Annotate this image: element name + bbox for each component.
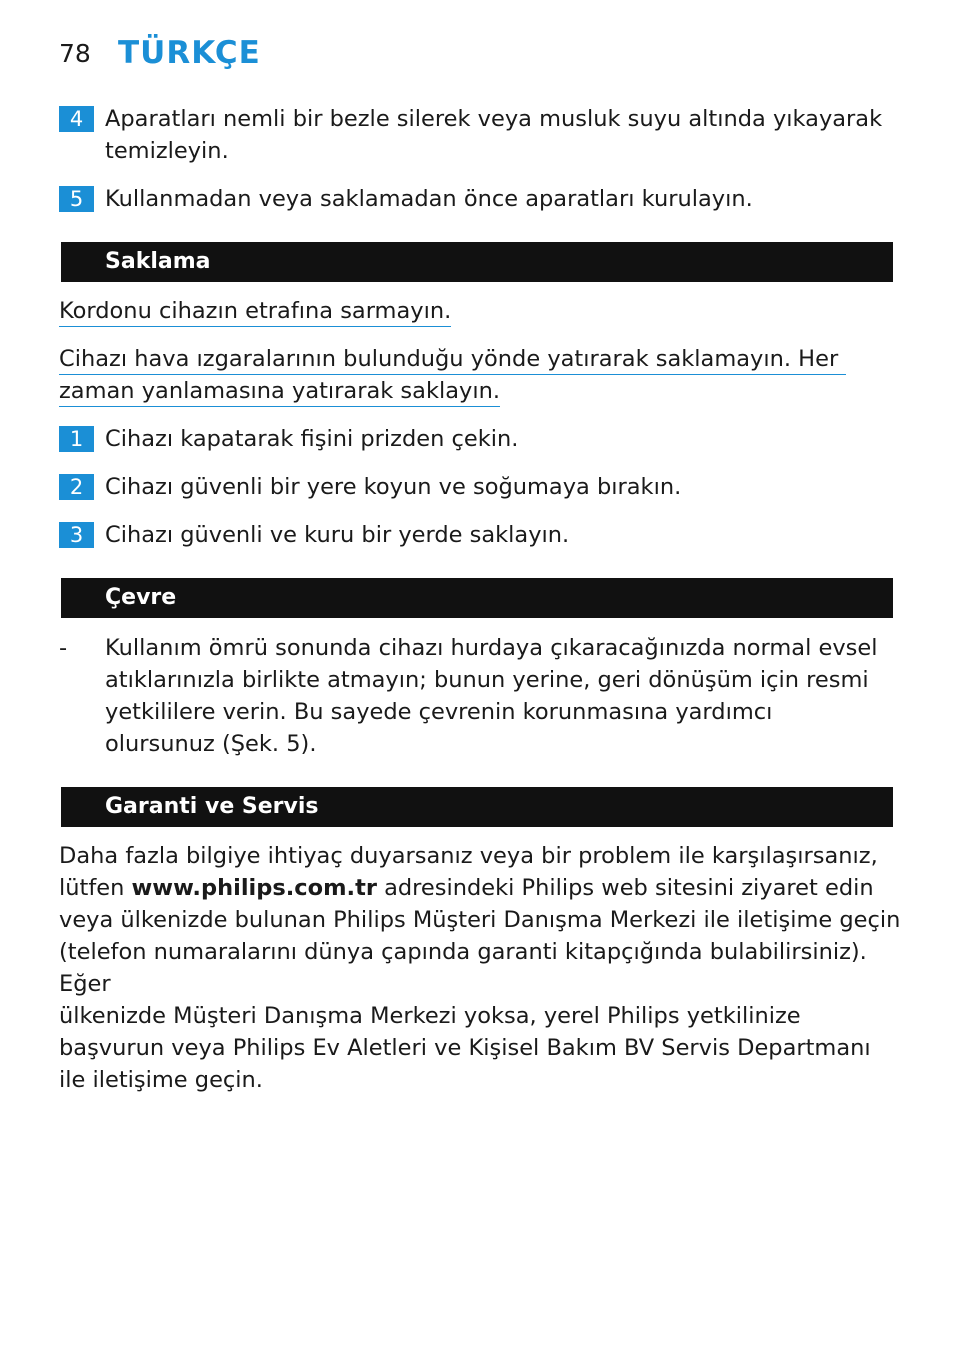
- paragraph-line: ülkenizde Müşteri Danışma Merkezi yoksa, yerel Philips yetkilinize: [59, 1003, 801, 1029]
- website-link[interactable]: www.philips.com.tr: [131, 875, 377, 901]
- paragraph-text: adresindeki Philips web sitesini ziyaret edin: [376, 875, 874, 901]
- step-text: [105, 103, 900, 167]
- paragraph-line: Daha fazla bilgiye ihtiyaç duyarsanız veya bir problem ile karşılaşırsanız,: [59, 843, 878, 869]
- step-number-badge: 2: [59, 474, 94, 500]
- bullet-text-line: olursunuz (Şek. 5).: [105, 731, 317, 757]
- bullet-text-line: yetkililere verin. Bu sayede çevrenin korunmasına yardımcı: [105, 699, 773, 725]
- step-number-badge: 1: [59, 426, 94, 452]
- paragraph-line: (telefon numaralarını dünya çapında garanti kitapçığında bulabilirsiniz). Eğer: [59, 939, 867, 997]
- step-number-badge: 5: [59, 186, 94, 212]
- section-title: Garanti ve Servis: [105, 794, 319, 819]
- paragraph-line: ile iletişime geçin.: [59, 1067, 263, 1093]
- bullet-marker: -: [59, 635, 68, 661]
- paragraph-line: veya ülkenizde bulunan Philips Müşteri Danışma Merkezi ile iletişime geçin: [59, 907, 901, 933]
- storage-step-3: [59, 519, 900, 551]
- warning-text-line: zaman yanlamasına yatırarak saklayın.: [59, 377, 500, 407]
- page-number: 78: [59, 39, 91, 68]
- step-text-line: temizleyin.: [105, 138, 229, 164]
- storage-warning-1: [59, 295, 451, 327]
- paragraph-text: lütfen: [59, 875, 132, 901]
- step-text: Cihazı güvenli ve kuru bir yerde saklayın.: [105, 522, 570, 548]
- step-text: Cihazı güvenli bir yere koyun ve soğumaya bırakın.: [105, 474, 682, 500]
- warning-text-line: Kordonu cihazın etrafına sarmayın.: [59, 297, 451, 327]
- cleaning-step-5: [59, 183, 900, 215]
- storage-step-2: [59, 471, 900, 503]
- bullet-text-line: atıklarınızla birlikte atmayın; bunun yerine, geri dönüşüm için resmi: [105, 667, 869, 693]
- warning-text-line: Cihazı hava ızgaralarının bulunduğu yönde yatırarak saklamayın. Her: [59, 345, 846, 375]
- storage-warning-2: [59, 343, 846, 407]
- step-text-line: Aparatları nemli bir bezle silerek veya musluk suyu altında yıkayarak: [105, 106, 883, 132]
- section-header-guarantee: [61, 787, 893, 827]
- guarantee-paragraph: [59, 840, 909, 1096]
- paragraph-line: [59, 872, 909, 904]
- environment-bullet-text: [105, 632, 895, 760]
- cleaning-step-4: [59, 103, 900, 167]
- section-header-environment: [61, 578, 893, 618]
- step-text: Cihazı kapatarak fişini prizden çekin.: [105, 426, 519, 452]
- storage-step-1: [59, 423, 900, 455]
- bullet-text-line: Kullanım ömrü sonunda cihazı hurdaya çıkaracağınızda normal evsel: [105, 635, 878, 661]
- paragraph-line: başvurun veya Philips Ev Aletleri ve Kişisel Bakım BV Servis Departmanı: [59, 1035, 871, 1061]
- step-number-badge: 4: [59, 106, 94, 132]
- step-text: Kullanmadan veya saklamadan önce aparatları kurulayın.: [105, 186, 753, 212]
- step-number-badge: 3: [59, 522, 94, 548]
- section-header-storage: [61, 242, 893, 282]
- language-title: TÜRKÇE: [118, 35, 261, 71]
- section-title: Çevre: [105, 585, 177, 610]
- section-title: Saklama: [105, 249, 211, 274]
